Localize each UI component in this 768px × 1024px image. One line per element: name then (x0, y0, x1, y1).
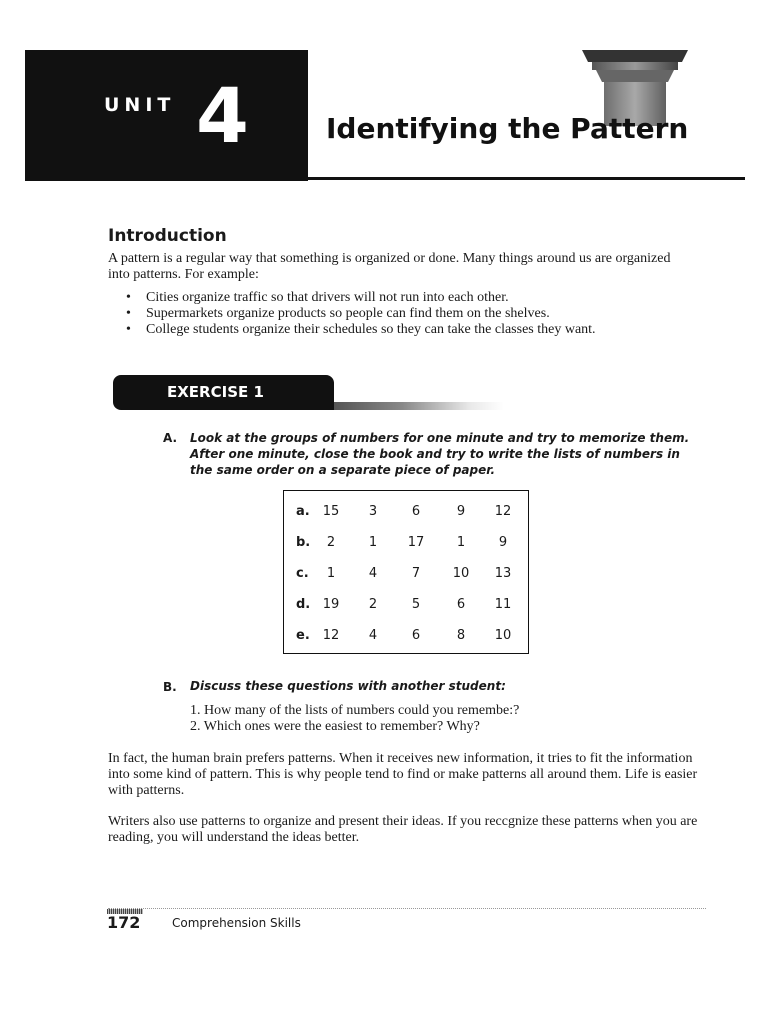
number-cell: 6 (411, 504, 421, 519)
number-cell: 4 (368, 566, 378, 581)
intro-paragraph: A pattern is a regular way that something is organized or done. Many things around us are organized into patterns. For example: (108, 251, 671, 282)
number-cell: 1 (326, 566, 336, 581)
number-cell: 1 (456, 535, 466, 550)
number-cell: 7 (411, 566, 421, 581)
number-cell: 2 (326, 535, 336, 550)
row-letter: b. (296, 535, 311, 550)
number-cell: 6 (456, 597, 466, 612)
number-row (284, 504, 528, 524)
footer-section-label: Comprehension Skills (172, 916, 301, 930)
number-cell: 9 (498, 535, 508, 550)
number-cell: 6 (411, 628, 421, 643)
row-letter: d. (296, 597, 311, 612)
number-cell: 5 (411, 597, 421, 612)
body-paragraph: Writers also use patterns to organize and present their ideas. If you reccgnize these patterns when you are reading, you will understand the ideas better. (108, 814, 698, 845)
question-list (190, 703, 519, 735)
number-cell: 15 (322, 504, 340, 519)
number-row (284, 628, 528, 648)
page-title: Identifying the Pattern (326, 112, 689, 145)
question-item: 2. Which ones were the easiest to remember? Why? (190, 719, 480, 734)
bullet-item: • College students organize their schedules so they can take the classes they want. (122, 322, 596, 338)
body-paragraph: In fact, the human brain prefers patterns. When it receives new information, it tries to fit the information into some kind of pattern. This is why people tend to find or make patterns all around them. Life is easier with patterns. (108, 751, 698, 798)
row-letter: c. (296, 566, 309, 581)
row-letter: a. (296, 504, 310, 519)
number-cell: 17 (407, 535, 425, 550)
number-cell: 1 (368, 535, 378, 550)
number-lists-box (283, 490, 529, 654)
number-cell: 12 (494, 504, 512, 519)
number-cell: 10 (494, 628, 512, 643)
bullet-item: • Supermarkets organize products so people can find them on the shelves. (122, 306, 596, 322)
number-cell: 11 (494, 597, 512, 612)
intro-bullet-list (122, 290, 596, 338)
number-cell: 4 (368, 628, 378, 643)
row-letter: e. (296, 628, 310, 643)
unit-number: 4 (196, 71, 249, 160)
number-row (284, 566, 528, 586)
exercise-label: EXERCISE 1 (167, 383, 264, 401)
number-row (284, 535, 528, 555)
number-cell: 9 (456, 504, 466, 519)
number-cell: 8 (456, 628, 466, 643)
number-cell: 10 (452, 566, 470, 581)
bullet-item: • Cities organize traffic so that drivers will not run into each other. (122, 290, 596, 306)
number-row (284, 597, 528, 617)
header-rule (308, 177, 745, 180)
question-item: 1. How many of the lists of numbers could you remembe:? (190, 703, 520, 718)
exercise-banner-fade (334, 402, 504, 410)
instruction-b-text: Discuss these questions with another student: (190, 679, 506, 693)
section-heading: Introduction (108, 226, 227, 246)
number-cell: 3 (368, 504, 378, 519)
instruction-a-text: Look at the groups of numbers for one minute and try to memorize them. After one minute, close the book and try to write the lists of numbers in the same order on a separate piece of paper. (190, 431, 690, 477)
number-cell: 19 (322, 597, 340, 612)
page-number: 172 (107, 913, 141, 932)
instruction-b-letter: B. (163, 680, 177, 694)
number-cell: 2 (368, 597, 378, 612)
number-cell: 12 (322, 628, 340, 643)
footer-rule (108, 908, 706, 909)
unit-label: UNIT (104, 94, 176, 116)
number-cell: 13 (494, 566, 512, 581)
instruction-a-letter: A. (163, 431, 178, 445)
